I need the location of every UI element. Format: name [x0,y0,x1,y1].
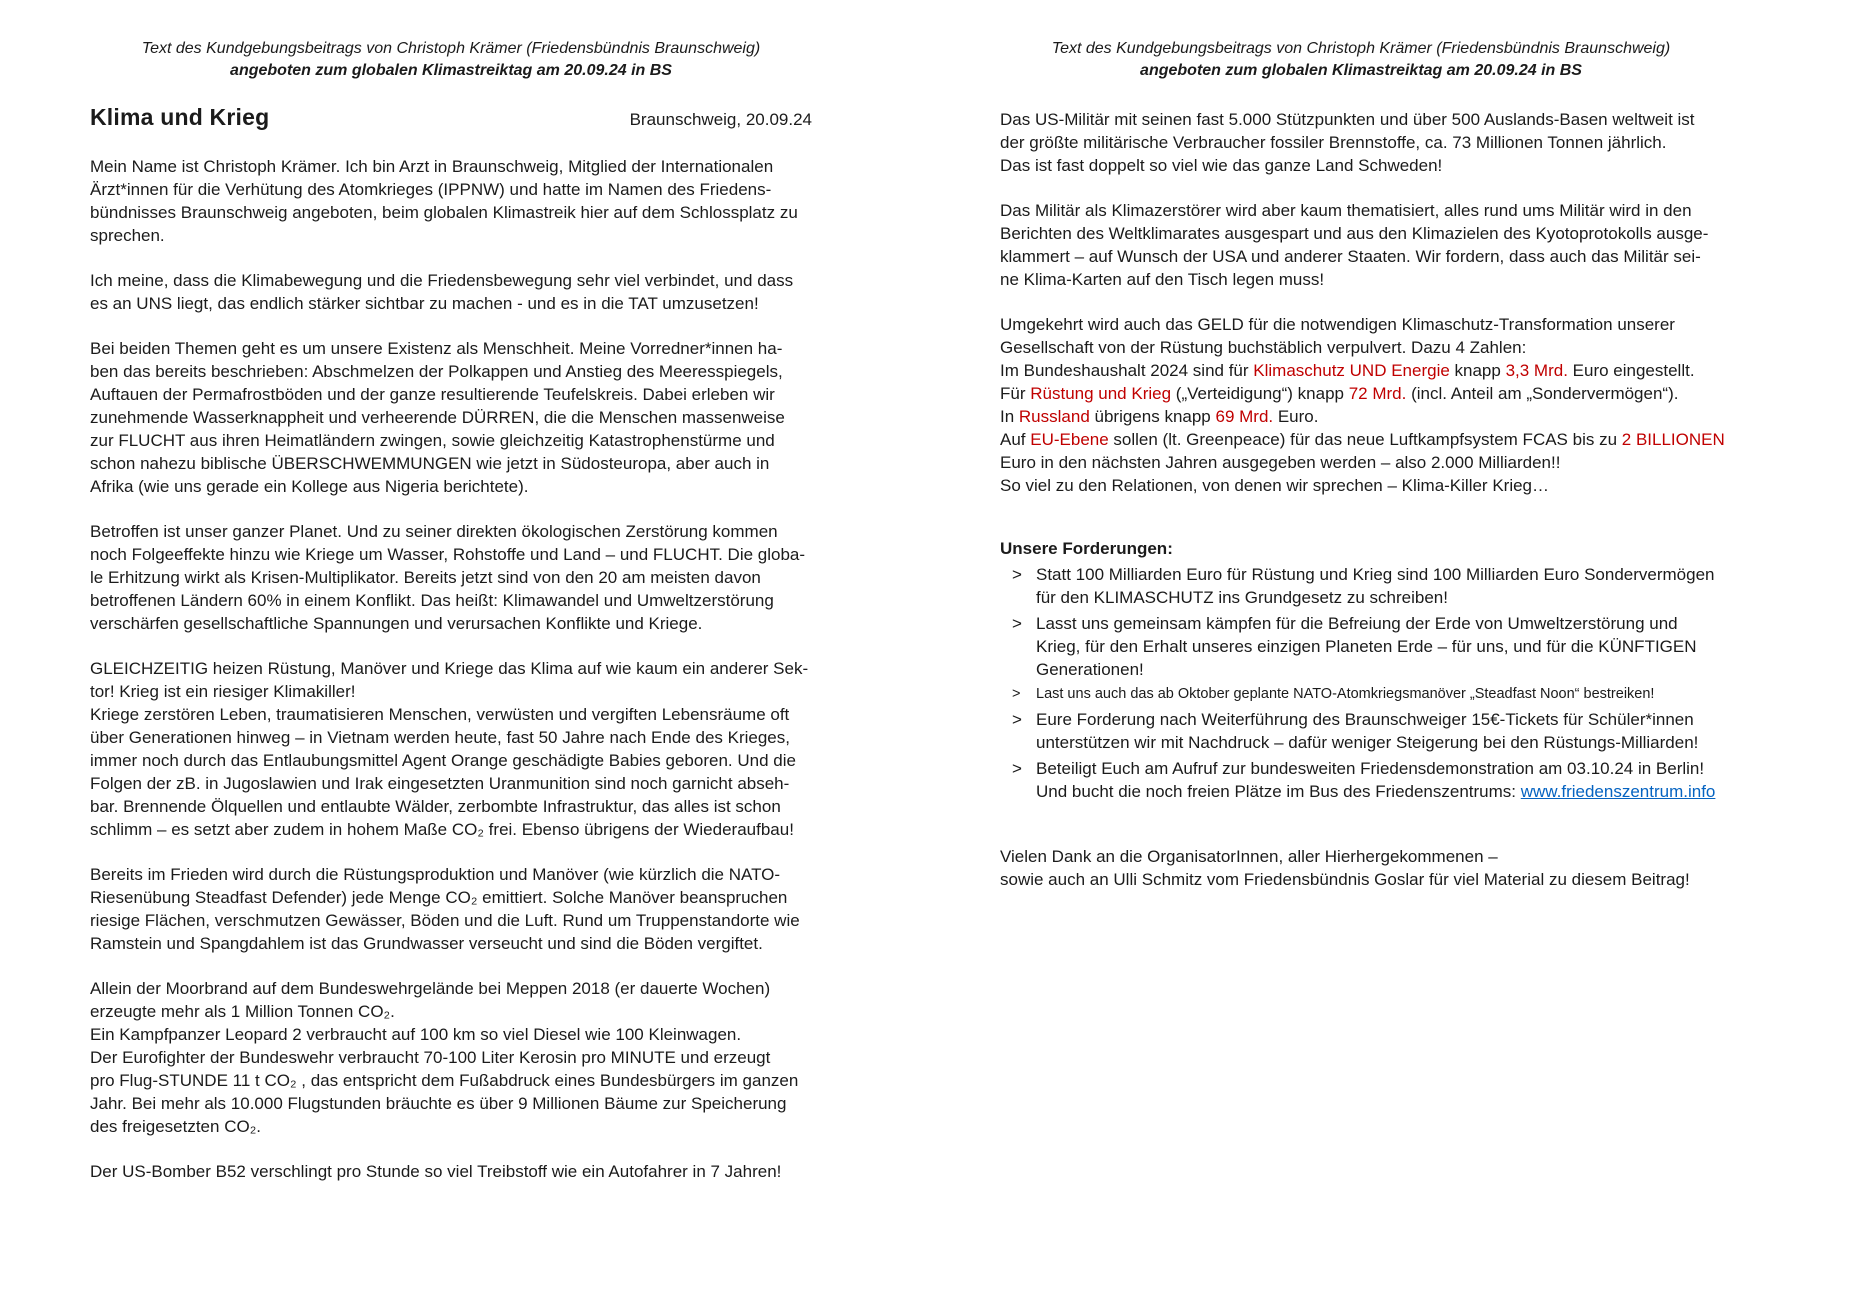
bullet-text: Lasst uns gemeinsam kämpfen für die Befreiung der Erde von Umweltzerstörung und Krieg, für den Erhalt unseres einzigen Planeten Erde – für uns, und für die KÜNFTIGEN Generationen! [1036,614,1697,679]
paragraph: Betroffen ist unser ganzer Planet. Und zu seiner direkten ökologischen Zerstörung kommen noch Folgeeffekte hinzu wie Kriege um Wasser, Rohstoffe und Land – und FLUCHT. Die globa- le Erhitzung wirkt als Krisen-Multiplikator. Bereits jetzt sind von den 20 am meisten davon betroffenen Ländern 60% in einem Konflikt. Das heißt: Klimawandel und Umweltzerstörung verschärfen gesellschaftliche Spannungen und verursachen Konflikte und Kriege. [90,522,806,633]
highlighted-text: Russland [1018,407,1090,426]
document-header [90,38,812,82]
section-heading-forderungen: Unsere Forderungen: [1000,539,1173,558]
paragraph: Das Militär als Klimazerstörer wird aber kaum thematisiert, alles rund ums Militär wird in den Berichten des Weltklimarates ausgespart und aus den Klimazielen des Kyotoprotokolls ausge- klammert – auf Wunsch der USA und anderer Staaten. Wir fordern, dass auch das Militär sei- ne Klima-Karten auf den Tisch legen muss! [1000,201,1709,289]
highlighted-text: 72 Mrd. [1348,384,1407,403]
bullet-text: Beteiligt Euch am Aufruf zur bundesweiten Friedensdemonstration am 03.10.24 in Berlin! Und bucht die noch freien Plätze im Bus des Friedenszentrums: www.friedenszentrum.info [1036,759,1716,801]
paragraph: Allein der Moorbrand auf dem Bundeswehrgelände bei Meppen 2018 (er dauerte Wochen) erzeugte mehr als 1 Million Tonnen CO₂. Ein Kampfpanzer Leopard 2 verbraucht auf 100 km so viel Diesel wie 100 Kleinwagen. Der Eurofighter der Bundeswehr verbraucht 70-100 Liter Kerosin pro MINUTE und erzeugt pro Flug-STUNDE 11 t CO₂ , das entspricht dem Fußabdruck eines Bundesbürgers im ganzen Jahr. Bei mehr als 10.000 Flugstunden bräuchte es über 9 Millionen Bäume zur Speicherung des freigesetzten CO₂. [90,979,799,1136]
highlighted-text: 2 BILLIONEN [1621,430,1725,449]
bullet-text: Eure Forderung nach Weiterführung des Braunschweiger 15€-Tickets für Schüler*innen unterstützen wir mit Nachdruck – dafür weniger Steigerung bei den Rüstungs-Milliarden! [1036,710,1699,752]
bullet-text: Last uns auch das ab Oktober geplante NATO-Atomkriegsmanöver „Steadfast Noon“ bestreiken! [1036,686,1655,702]
dateline: Braunschweig, 20.09.24 [629,110,812,129]
highlighted-text: 69 Mrd. [1215,407,1274,426]
paragraph: Mein Name ist Christoph Krämer. Ich bin Arzt in Braunschweig, Mitglied der Internationalen Ärzt*innen für die Verhütung des Atomkrieges (IPPNW) und hatte im Namen des Friedens- bündnisses Braunschweig angeboten, beim globalen Klimastreik hier auf dem Schlossplatz zu sprechen. [90,157,798,245]
highlighted-text: EU-Ebene [1030,430,1109,449]
hyperlink-friedenszentrum[interactable]: www.friedenszentrum.info [1520,782,1716,801]
list-item [1000,563,1722,609]
header-line-1: Text des Kundgebungsbeitrags von Christoph Krämer (Friedensbündnis Braunschweig) [1051,40,1671,57]
bullet-marker: > [1012,686,1021,702]
list-item [1000,757,1722,803]
paragraph: Ich meine, dass die Klimabewegung und die Friedensbewegung sehr viel verbindet, und dass es an UNS liegt, das endlich stärker sichtbar zu machen - und es in die TAT umzusetzen! [90,271,794,313]
page-left [90,0,812,1205]
document-header [1000,38,1722,82]
header-line-1: Text des Kundgebungsbeitrags von Christoph Krämer (Friedensbündnis Braunschweig) [141,40,761,57]
list-item [1000,708,1722,754]
paragraph: Bereits im Frieden wird durch die Rüstungsproduktion und Manöver (wie kürzlich die NATO- Riesenübung Steadfast Defender) jede Menge CO₂ emittiert. Solche Manöver beanspruchen riesige Flächen, verschmutzen Gewässer, Böden und die Luft. Rund um Truppenstandorte wie Ramstein und Spangdahlem ist das Grundwasser verseucht und sind die Böden vergiftet. [90,865,800,953]
header-line-2: angeboten zum globalen Klimastreiktag am 20.09.24 in BS [230,62,672,79]
page-title: Klima und Krieg [90,104,270,130]
title-row [90,104,812,131]
bullet-marker: > [1012,565,1022,584]
bullet-text: Statt 100 Milliarden Euro für Rüstung und Krieg sind 100 Milliarden Euro Sondervermögen für den KLIMASCHUTZ ins Grundgesetz zu schreiben! [1036,565,1715,607]
highlighted-text: 3,3 Mrd. [1505,361,1568,380]
list-item [1000,612,1722,681]
paragraph: Der US-Bomber B52 verschlingt pro Stunde so viel Treibstoff wie ein Autofahrer in 7 Jahren! [90,1162,782,1181]
bullet-marker: > [1012,759,1022,778]
paragraph: GLEICHZEITIG heizen Rüstung, Manöver und Kriege das Klima auf wie kaum ein anderer Sek- tor! Krieg ist ein riesiger Klimakiller! Kriege zerstören Leben, traumatisieren Menschen, verwüsten und vergiften Lebensräume oft über Generationen hinweg – in Vietnam werden heute, fast 50 Jahre nach Ende des Krieges, immer noch durch das Entlaubungsmittel Agent Orange geschädigte Babies geboren. Und die Folgen der zB. in Jugoslawien und Irak eingesetzten Uranmunition sind noch garnicht abseh- bar. Brennende Ölquellen und entlaubte Wälder, zerbombte Infrastruktur, das alles ist schon schlimm – es setzt aber zudem in hohem Maße CO₂ frei. Ebenso übrigens der Wiederaufbau! [90,659,809,839]
highlighted-text: Rüstung und Krieg [1030,384,1172,403]
paragraph: Umgekehrt wird auch das GELD für die notwendigen Klimaschutz-Transformation unserer Gesellschaft von der Rüstung buchstäblich verpulvert. Dazu 4 Zahlen: Im Bundeshaushalt 2024 sind für Klimaschutz UND Energie knapp 3,3 Mrd. Euro eingestellt. Für Rüstung und Krieg („Verteidigung“) knapp 72 Mrd. (incl. Anteil am „Sondervermögen“). In Russland übrigens knapp 69 Mrd. Euro. Auf EU-Ebene sollen (lt. Greenpeace) für das neue Luftkampfsystem FCAS bis zu 2 BILLIONEN Euro in den nächsten Jahren ausgegeben werden – also 2.000 Milliarden!! So viel zu den Relationen, von denen wir sprechen – Klima-Killer Krieg… [1000,315,1725,495]
paragraph: Bei beiden Themen geht es um unsere Existenz als Menschheit. Meine Vorredner*innen ha- ben das bereits beschrieben: Abschmelzen der Polkappen und Anstieg des Meeresspiegels, Auftauen der Permafrostböden und der ganze resultierende Teufelskreis. Dabei erleben wir zunehmende Wasserknappheit und verheerende DÜRREN, die die Menschen massenweise zur FLUCHT aus ihren Heimatländern zwingen, sowie gleichzeitig Katastrophenstürme und schon nahezu biblische ÜBERSCHWEMMUNGEN wie jetzt in Südosteuropa, aber auch in Afrika (wie uns gerade ein Kollege aus Nigeria berichtete). [90,339,785,496]
bullet-marker: > [1012,710,1022,729]
closing-paragraph: Vielen Dank an die OrganisatorInnen, aller Hierhergekommenen – sowie auch an Ulli Schmitz vom Friedensbündnis Goslar für viel Material zu diesem Beitrag! [1000,847,1690,889]
list-item [1000,684,1722,705]
paragraph: Das US-Militär mit seinen fast 5.000 Stützpunkten und über 500 Auslands-Basen weltweit ist der größte militärische Verbraucher fossiler Brennstoffe, ca. 73 Millionen Tonnen jährlich. Das ist fast doppelt so viel wie das ganze Land Schweden! [1000,110,1695,175]
header-line-2: angeboten zum globalen Klimastreiktag am 20.09.24 in BS [1140,62,1582,79]
highlighted-text: Klimaschutz UND Energie [1253,361,1450,380]
bullet-marker: > [1012,614,1022,633]
page-right [1000,0,1725,913]
